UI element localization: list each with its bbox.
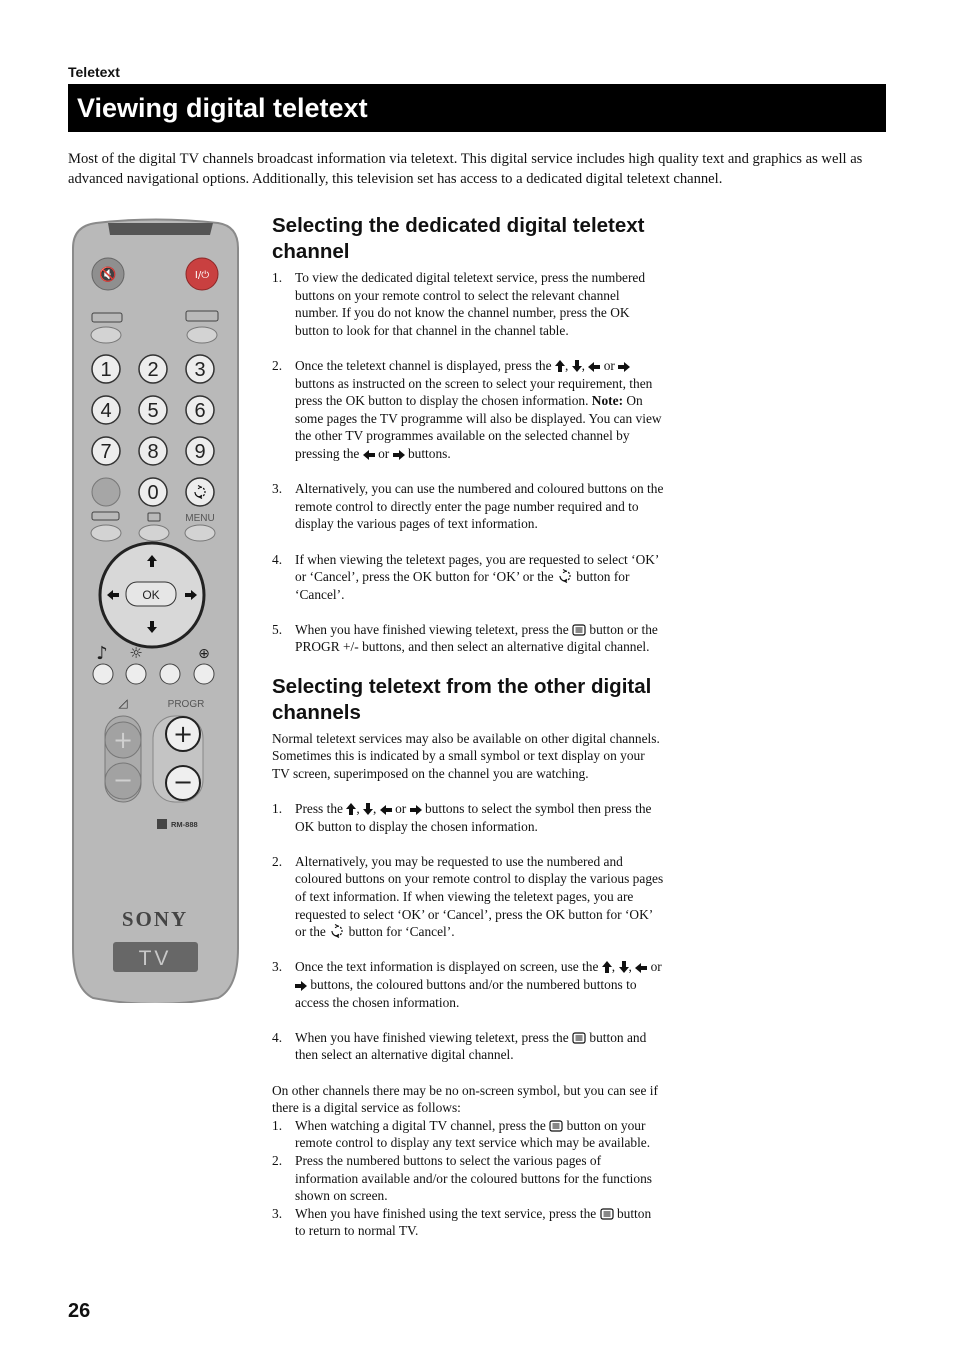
step-number: 4. — [272, 1029, 283, 1045]
progr-label: PROGR — [167, 699, 205, 710]
svg-text:♪: ♪ — [96, 643, 108, 664]
digit-label: 0 — [147, 482, 159, 504]
arrow-down-icon — [363, 803, 373, 815]
section2-outro: On other channels there may be no on-screen symbol, but you can see if there is a digital service as follows: — [272, 1082, 658, 1116]
section2-substeps — [272, 1117, 664, 1240]
step-number: 1. — [272, 801, 283, 817]
list-item: 1. To view the dedicated digital teletext service, press the numbered buttons on your remote control to select the relevant channel number. If you do not know the channel number, press the OK button to look for that channel in the channel table. — [272, 270, 646, 338]
arrow-right-icon — [295, 981, 307, 991]
arrow-left-icon — [635, 963, 647, 973]
back-button-icon — [186, 478, 214, 506]
note-label: Note: — [591, 393, 624, 409]
digit-label: 4 — [100, 400, 112, 422]
svg-text:I/⏻: I/⏻ — [194, 270, 210, 281]
text-icon — [572, 1032, 586, 1044]
arrow-down-icon — [572, 360, 582, 372]
step-number: 3. — [272, 1205, 283, 1221]
arrow-left-icon — [363, 450, 375, 460]
digit-label: 7 — [100, 441, 112, 463]
step-number: 2. — [272, 853, 283, 869]
red-button-icon — [93, 664, 113, 684]
list-item: 2. Once the teletext channel is displayed, press the , , or buttons as instructed on the screen to select your requirement, then press the OK button to display the chosen information. Note: On some pages the TV programme will also be displayed. You can view the other TV programmes available on the selected channel by pressing the or buttons. — [272, 357, 662, 461]
text-icon — [549, 1120, 563, 1132]
section2-heading: Selecting teletext from the other digital channels — [272, 674, 652, 724]
step-number: 2. — [272, 357, 283, 373]
list-item: 1. Press the , , or buttons to select the symbol then press the OK button to display the chosen information. — [272, 801, 652, 834]
digit-label: 6 — [194, 400, 206, 422]
page-title: Viewing digital teletext — [68, 84, 886, 132]
svg-text:◿: ◿ — [118, 696, 128, 710]
yellow-button-icon — [160, 664, 180, 684]
list-item: 2. Alternatively, you may be requested to use the numbered and coloured buttons on your remote control to display the various pages of text information. If when viewing the teletext pages, you are requested to select ‘OK’ or ‘Cancel’, press the OK button for ‘OK’ or the button for ‘Cancel’. — [272, 853, 664, 940]
list-item: 2. Press the numbered buttons to select the various pages of information available and/or the coloured buttons for the functions shown on screen. — [272, 1152, 652, 1204]
menu-label: MENU — [185, 513, 215, 524]
section2-steps — [272, 800, 664, 1064]
arrow-right-icon — [618, 362, 630, 372]
svg-text:🔇: 🔇 — [99, 267, 117, 283]
svg-text:+: + — [112, 726, 134, 754]
list-item: 1. When watching a digital TV channel, press the button on your remote control to display any text service which may be available. — [272, 1117, 651, 1151]
step-number: 1. — [272, 270, 283, 285]
model-label: RM-888 — [171, 820, 198, 829]
brand-logo: SONY — [121, 907, 189, 931]
section2-intro: Normal teletext services may also be available on other digital channels. Sometimes this is indicated by a small symbol or text display on your TV screen, superimposed on the channel you are watching. — [272, 730, 660, 781]
section-label: Teletext — [68, 64, 120, 80]
arrow-right-icon — [393, 450, 405, 460]
digit-label: 1 — [100, 359, 112, 381]
arrow-up-icon — [602, 961, 612, 973]
green-button-icon — [126, 664, 146, 684]
arrow-right-icon — [410, 805, 422, 815]
svg-text:+: + — [172, 720, 194, 748]
arrow-up-icon — [555, 360, 565, 372]
svg-text:−: − — [172, 768, 194, 796]
dash-button-icon — [92, 478, 120, 506]
list-item: 5. When you have finished viewing teletext, press the button or the PROGR +/- buttons, and then select an alternative digital channel. — [272, 621, 658, 655]
ok-label: OK — [142, 588, 160, 602]
section1-heading: Selecting the dedicated digital teletext channel — [272, 214, 645, 263]
intro-paragraph: Most of the digital TV channels broadcast information via teletext. This digital service includes high quality text and graphics as well as advanced navigational options. Additionally, this television set has access to a dedicated digital teletext channel. — [68, 151, 863, 187]
list-item: 3. When you have finished using the text service, press the button to return to normal TV. — [272, 1205, 652, 1239]
text-icon — [600, 1208, 614, 1220]
text-icon — [572, 624, 586, 636]
step-number: 5. — [272, 621, 283, 637]
list-item: 3. Alternatively, you can use the numbered and coloured buttons on the remote control to directly enter the page number required and to display the various pages of text information. — [272, 481, 664, 532]
digit-label: 8 — [147, 441, 159, 463]
step-number: 3. — [272, 959, 283, 975]
back-icon — [329, 924, 345, 938]
step-number: 4. — [272, 551, 283, 567]
list-item: 3. Once the text information is displayed on screen, use the , , or buttons, the coloured buttons and/or the numbered buttons to access the chosen information. — [272, 959, 662, 1010]
remote-control-illustration — [68, 218, 243, 1003]
arrow-left-icon — [380, 805, 392, 815]
arrow-left-icon — [588, 362, 600, 372]
page-number: 26 — [68, 1300, 91, 1322]
arrow-up-icon — [346, 803, 356, 815]
step-number: 2. — [272, 1152, 283, 1168]
digit-label: 3 — [194, 359, 206, 381]
section1-steps — [272, 269, 664, 656]
list-item: 4. When you have finished viewing teletext, press the button and then select an alternative digital channel. — [272, 1029, 647, 1063]
svg-text:☼: ☼ — [129, 644, 143, 662]
back-icon — [557, 569, 573, 583]
list-item: 4. If when viewing the teletext pages, you are requested to select ‘OK’ or ‘Cancel’, press the OK button for ‘OK’ or the button for ‘Cancel’. — [272, 551, 659, 602]
digit-label: 5 — [147, 400, 159, 422]
svg-text:⊕: ⊕ — [198, 646, 210, 662]
svg-text:−: − — [112, 766, 134, 794]
instructions-column — [272, 213, 664, 1240]
arrow-down-icon — [619, 961, 629, 973]
tv-label: TV — [138, 947, 172, 970]
digit-label: 2 — [147, 359, 159, 381]
step-number: 3. — [272, 481, 283, 497]
digit-label: 9 — [194, 441, 206, 463]
blue-button-icon — [194, 664, 214, 684]
step-number: 1. — [272, 1117, 283, 1133]
